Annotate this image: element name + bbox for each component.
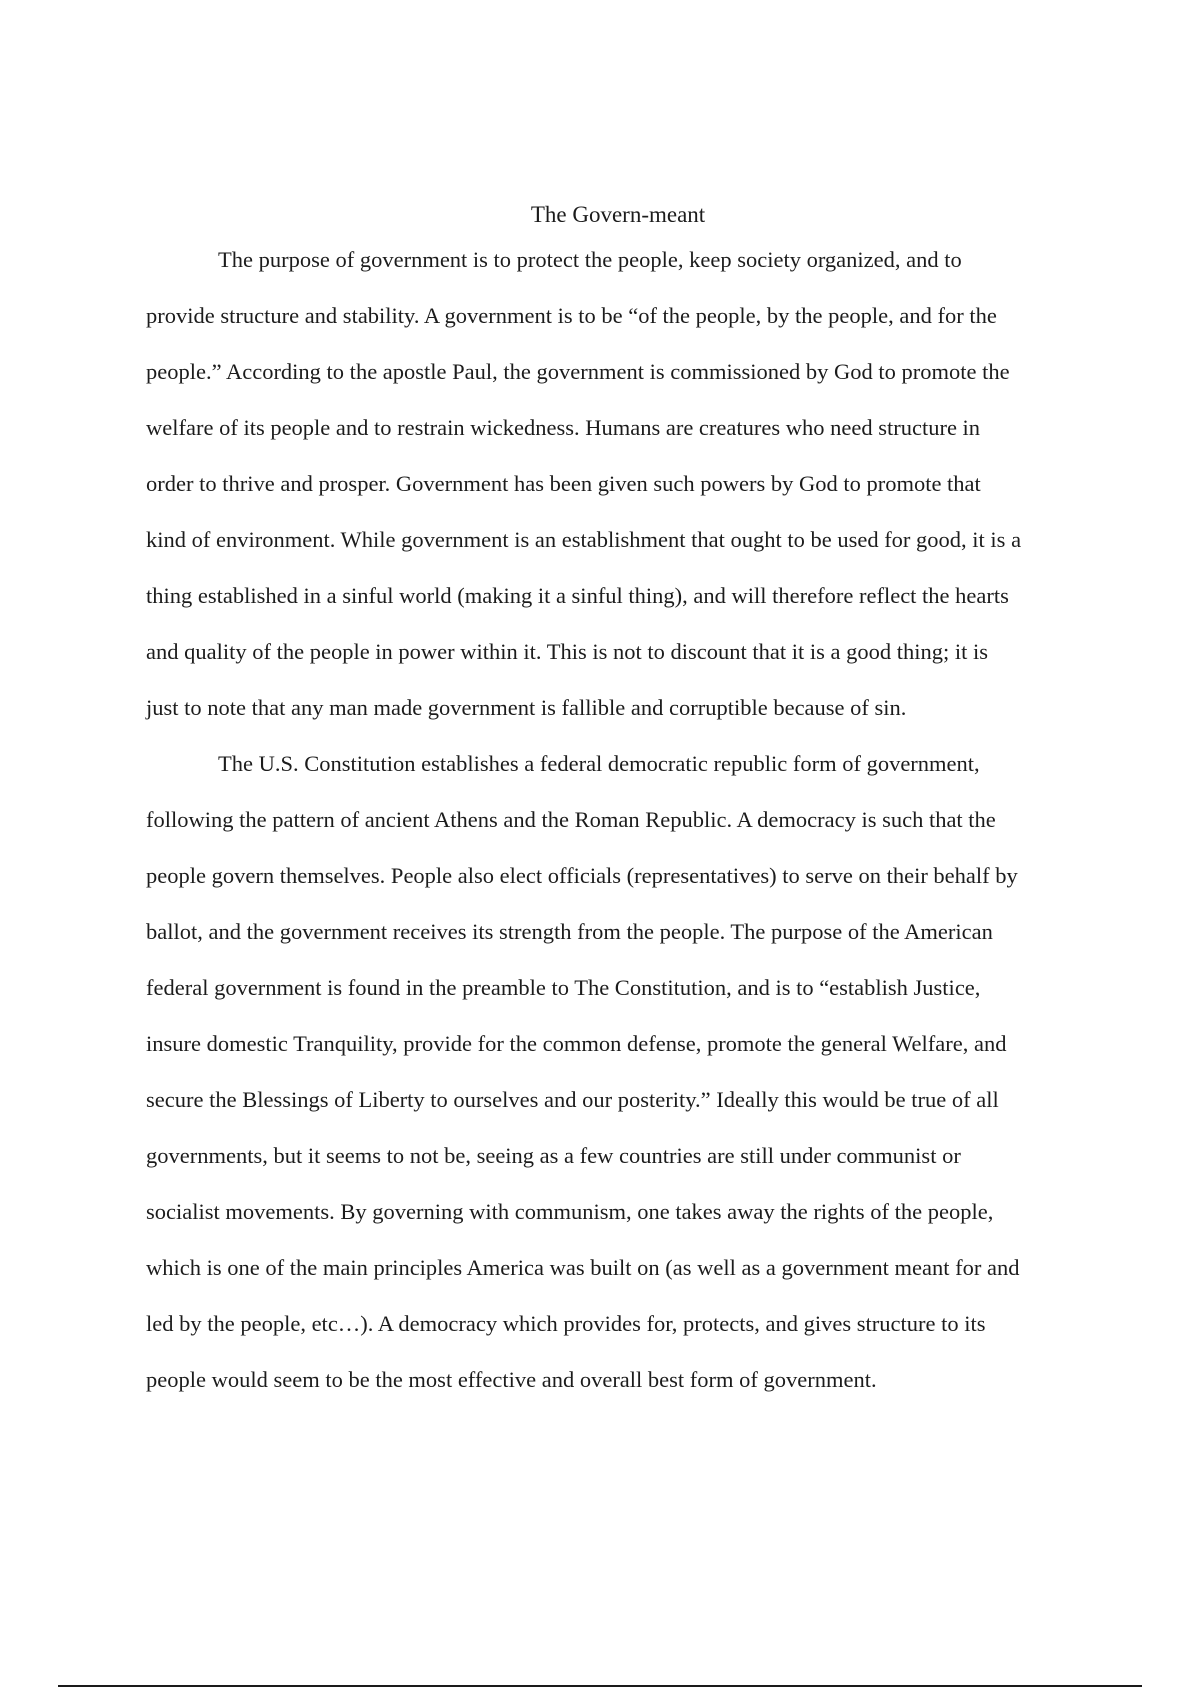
text-line: kind of environment. While government is an establishment that ought to be used for good, it is a (146, 527, 1022, 552)
text-line: socialist movements. By governing with communism, one takes away the rights of the people, (146, 1199, 994, 1224)
document-title: The Govern-meant (530, 202, 706, 227)
text-line: thing established in a sinful world (making it a sinful thing), and will therefore reflect the hearts (146, 583, 1009, 608)
text-line: The U.S. Constitution establishes a federal democratic republic form of government, (218, 751, 980, 776)
paragraph-1 (146, 232, 1076, 736)
text-line: people would seem to be the most effective and overall best form of government. (146, 1367, 877, 1392)
text-line: order to thrive and prosper. Government has been given such powers by God to promote that (146, 471, 981, 496)
text-line: people.” According to the apostle Paul, the government is commissioned by God to promote the (146, 359, 1010, 384)
text-line: which is one of the main principles America was built on (as well as a government meant for and (146, 1255, 1020, 1280)
text-line: just to note that any man made government is fallible and corruptible because of sin. (146, 695, 907, 720)
footer-divider (58, 1685, 1142, 1687)
paragraph-2 (146, 736, 1076, 1408)
text-line: led by the people, etc…). A democracy which provides for, protects, and gives structure to its (146, 1311, 986, 1336)
text-line: provide structure and stability. A government is to be “of the people, by the people, and for the (146, 303, 997, 328)
text-line: federal government is found in the preamble to The Constitution, and is to “establish Justice, (146, 975, 981, 1000)
text-line: and quality of the people in power within it. This is not to discount that it is a good thing; it is (146, 639, 989, 664)
document-body (146, 232, 1076, 1408)
text-line: welfare of its people and to restrain wickedness. Humans are creatures who need structure in (146, 415, 981, 440)
text-line: people govern themselves. People also elect officials (representatives) to serve on their behalf by (146, 863, 1018, 888)
text-line: governments, but it seems to not be, seeing as a few countries are still under communist or (146, 1143, 961, 1168)
text-line: insure domestic Tranquility, provide for the common defense, promote the general Welfare, and (146, 1031, 1007, 1056)
text-line: ballot, and the government receives its strength from the people. The purpose of the American (146, 919, 993, 944)
text-line: The purpose of government is to protect the people, keep society organized, and to (218, 247, 962, 272)
text-line: secure the Blessings of Liberty to ourselves and our posterity.” Ideally this would be true of all (146, 1087, 999, 1112)
text-line: following the pattern of ancient Athens and the Roman Republic. A democracy is such that the (146, 807, 996, 832)
